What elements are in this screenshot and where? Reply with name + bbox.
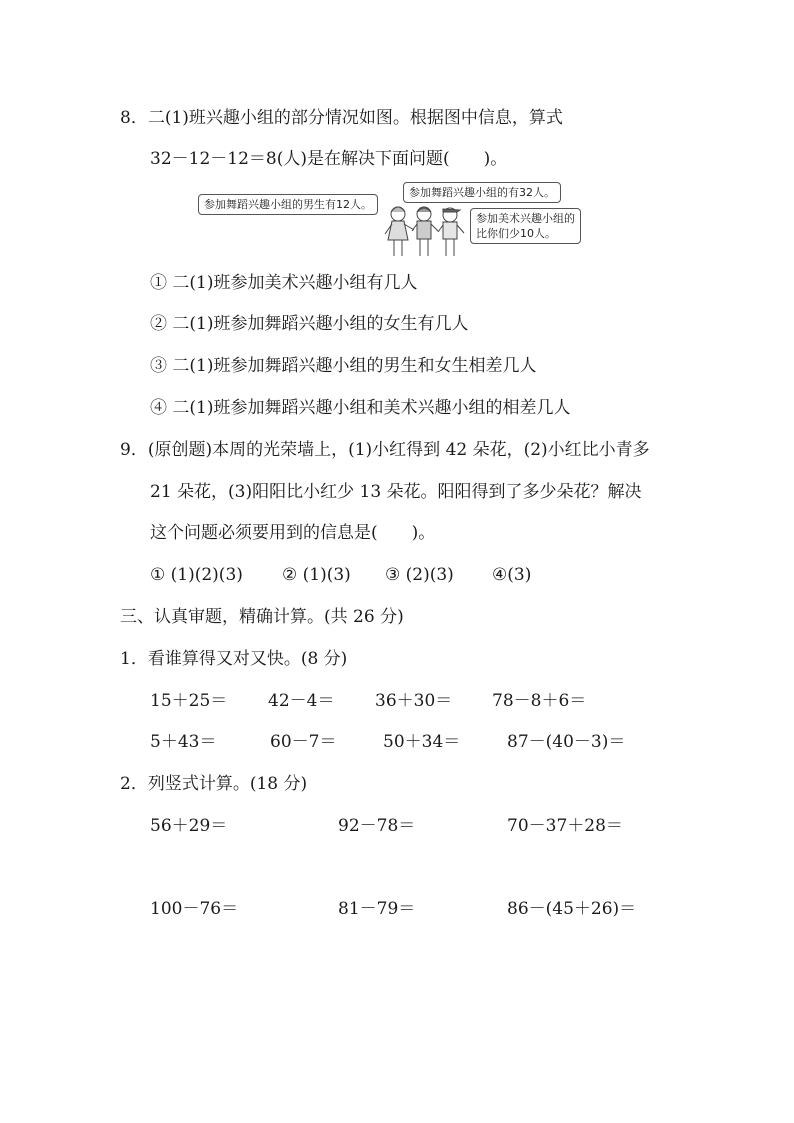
- q8-illustration: [198, 180, 614, 262]
- speech-bubble-right: [470, 208, 581, 244]
- part2-r1-c1: 56＋29＝: [150, 816, 228, 836]
- q8-option-1: ① 二(1)班参加美术兴趣小组有几人: [150, 273, 418, 293]
- part1-r2-c3: 50＋34＝: [383, 732, 461, 752]
- speech-bubble-right-line2: 比你们少10人。: [476, 227, 556, 240]
- q9-option-4: ④(3): [492, 565, 532, 585]
- q8-option-2: ② 二(1)班参加舞蹈兴趣小组的女生有几人: [150, 314, 469, 334]
- part1-title: 1．看谁算得又对又快。(8 分): [120, 649, 348, 669]
- part1-r2-c2: 60－7＝: [270, 732, 337, 752]
- part1-r1-c1: 15＋25＝: [150, 691, 228, 711]
- q9-line1: 9．(原创题)本周的光荣墙上，(1)小红得到 42 朵花，(2)小红比小青多: [120, 440, 650, 460]
- part2-r1-c2: 92－78＝: [338, 816, 416, 836]
- part1-r2-c1: 5＋43＝: [150, 732, 217, 752]
- speech-bubble-right-line1: 参加美术兴趣小组的: [476, 212, 575, 225]
- q9-option-3: ③ (2)(3): [385, 565, 454, 585]
- q9-option-1: ① (1)(2)(3): [150, 565, 243, 585]
- q8-line2: 32－12－12＝8(人)是在解决下面问题( )。: [150, 149, 508, 169]
- section3-title: 三、认真审题，精确计算。(共 26 分): [120, 607, 404, 627]
- part1-r1-c2: 42－4＝: [268, 691, 335, 711]
- speech-bubble-left: 参加舞蹈兴趣小组的男生有12人。: [198, 194, 378, 215]
- part1-r2-c4: 87－(40－3)＝: [507, 732, 626, 752]
- part2-r2-c3: 86－(45＋26)＝: [507, 899, 637, 919]
- part2-title: 2．列竖式计算。(18 分): [120, 774, 308, 794]
- q8-option-3: ③ 二(1)班参加舞蹈兴趣小组的男生和女生相差几人: [150, 356, 537, 376]
- part1-r1-c4: 78－8＋6＝: [492, 691, 587, 711]
- q9-option-2: ② (1)(3): [282, 565, 351, 585]
- part2-r2-c1: 100－76＝: [150, 899, 239, 919]
- q8-option-4: ④ 二(1)班参加舞蹈兴趣小组和美术兴趣小组的相差几人: [150, 398, 571, 418]
- children-figures: [380, 200, 470, 262]
- part2-r2-c2: 81－79＝: [338, 899, 416, 919]
- speech-bubble-top: 参加舞蹈兴趣小组的有32人。: [403, 182, 561, 203]
- q9-line3: 这个问题必须要用到的信息是( )。: [150, 523, 436, 543]
- q9-line2: 21 朵花，(3)阳阳比小红少 13 朵花。阳阳得到了多少朵花？解决: [150, 482, 642, 502]
- part1-r1-c3: 36＋30＝: [375, 691, 453, 711]
- q8-line1: 8．二(1)班兴趣小组的部分情况如图。根据图中信息，算式: [120, 108, 563, 128]
- part2-r1-c3: 70－37＋28＝: [507, 816, 623, 836]
